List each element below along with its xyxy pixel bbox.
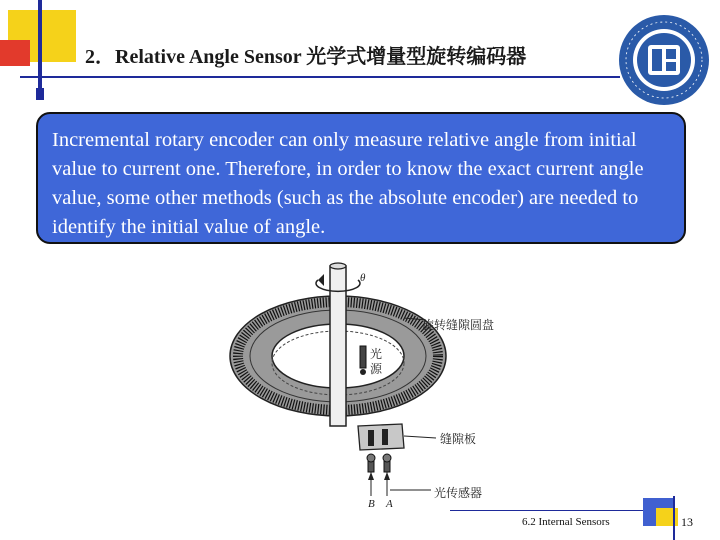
slide-title: 2．Relative Angle Sensor 光学式增量型旋转编码器 (85, 46, 527, 68)
light-source (360, 346, 366, 368)
light-source-label-2: 源 (370, 362, 383, 376)
decor-footer-line (673, 496, 675, 540)
page-number: 13 (681, 515, 693, 529)
header-divider (20, 76, 620, 78)
footer-divider (450, 510, 670, 511)
sensor-b-label: B (368, 498, 375, 510)
shaft (330, 266, 346, 426)
encoder-diagram (226, 258, 496, 514)
decor-red-square (0, 40, 30, 66)
photo-sensor-label: 光传感器 (434, 486, 483, 500)
angle-symbol-label: θ (360, 272, 366, 284)
callout-box (36, 112, 686, 244)
university-logo-icon (614, 10, 714, 110)
light-source-label-1: 光 (370, 347, 383, 361)
callout-text: Incremental rotary encoder can only measure relative angle from initial value to current one. Therefore, in order to know the exact current angle value, some other methods (such as the absolute encoder) are needed to identify the initial value of angle. (52, 129, 644, 238)
slit-plate (358, 424, 404, 450)
disk-label: 旋转缝隙圆盘 (422, 318, 495, 332)
decor-vertical-line (38, 0, 42, 100)
decor-blue-block (36, 88, 44, 100)
footer-section: 6.2 Internal Sensors (522, 516, 610, 528)
slit-plate-label: 缝隙板 (440, 432, 477, 446)
sensor-a-label: A (386, 498, 393, 510)
